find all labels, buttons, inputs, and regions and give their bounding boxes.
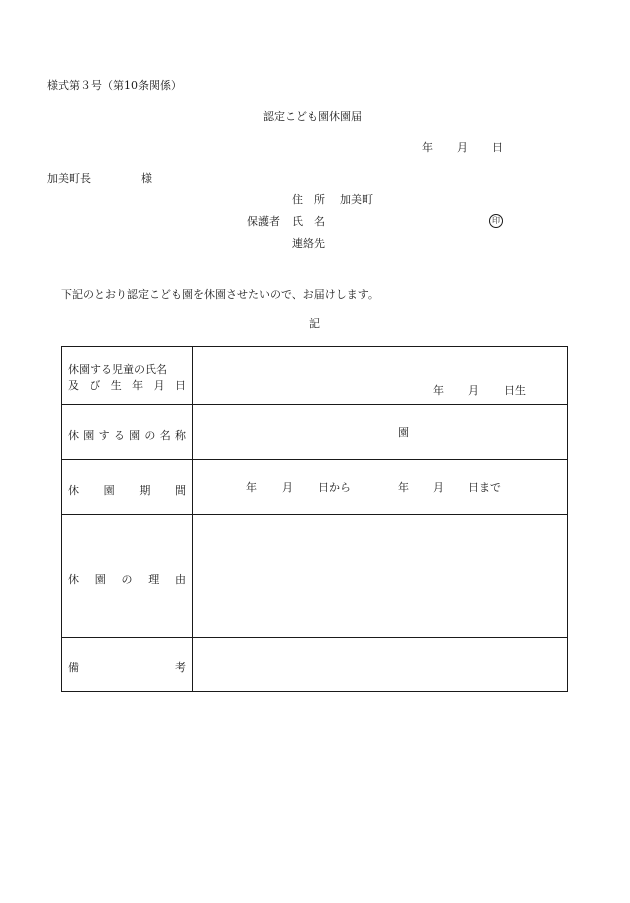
row-child-name-label-line1: 休園する児童の氏名 xyxy=(68,363,167,376)
date-day: 日 xyxy=(492,141,503,154)
row-closure-period xyxy=(62,459,567,515)
birth-month: 月 xyxy=(468,384,479,397)
from-month: 月 xyxy=(282,481,293,494)
label-char: 園 xyxy=(94,573,106,586)
from-year: 年 xyxy=(246,481,257,494)
facility-suffix: 園 xyxy=(398,426,409,439)
label-char: 園 xyxy=(129,429,141,442)
address-value: 加美町 xyxy=(340,193,373,206)
ki-label: 記 xyxy=(309,317,320,330)
label-char: る xyxy=(113,429,125,442)
contact-label: 連絡先 xyxy=(292,237,325,250)
label-char: 考 xyxy=(175,661,186,674)
row-remarks-label xyxy=(68,659,186,675)
to-day: 日まで xyxy=(468,481,501,494)
birth-year: 年 xyxy=(433,384,444,397)
label-char: 由 xyxy=(175,573,186,586)
label-char: 備 xyxy=(68,661,79,674)
date-year: 年 xyxy=(422,141,433,154)
label-char: 期 xyxy=(139,484,151,497)
label-char: 休 xyxy=(68,484,79,497)
row-closure-reason xyxy=(62,514,567,638)
label-char: 休 xyxy=(68,573,79,586)
birth-day: 日生 xyxy=(504,384,526,397)
label-char: す xyxy=(98,429,110,442)
document-title: 認定こども園休園届 xyxy=(263,110,362,123)
row-facility-name xyxy=(62,404,567,460)
label-char: 称 xyxy=(174,429,186,442)
label-char: 園 xyxy=(103,484,115,497)
label-char: 年 xyxy=(132,379,144,392)
address-label: 住 所 xyxy=(292,193,325,206)
form-number: 様式第３号（第10条関係） xyxy=(47,79,182,92)
label-char: び xyxy=(89,379,101,392)
row-remarks xyxy=(62,637,567,692)
label-char: 生 xyxy=(110,379,122,392)
date-month: 月 xyxy=(457,141,468,154)
label-char: 日 xyxy=(174,379,186,392)
row-child-name xyxy=(62,347,567,404)
label-char: の xyxy=(121,573,133,586)
name-label: 氏 名 xyxy=(292,215,325,228)
seal-mark: 印 xyxy=(489,214,503,228)
to-year: 年 xyxy=(398,481,409,494)
row-closure-period-label xyxy=(68,482,186,498)
addressee-name: 加美町長 xyxy=(47,172,91,185)
from-day: 日から xyxy=(318,481,351,494)
to-month: 月 xyxy=(433,481,444,494)
label-char: 間 xyxy=(174,484,186,497)
label-char: 理 xyxy=(148,573,160,586)
label-char: 月 xyxy=(153,379,165,392)
row-closure-reason-label xyxy=(68,571,186,587)
addressee-honorific: 様 xyxy=(141,172,152,185)
guardian-label: 保護者 xyxy=(247,215,280,228)
body-text: 下記のとおり認定こども園を休園させたいので、お届けします。 xyxy=(61,288,379,301)
application-table xyxy=(61,346,568,692)
label-char: の xyxy=(144,429,156,442)
label-char: 休 xyxy=(68,429,79,442)
row-child-name-label-line2 xyxy=(68,377,186,393)
label-char: 及 xyxy=(68,379,79,392)
row-facility-name-label xyxy=(68,427,186,443)
label-char: 園 xyxy=(83,429,95,442)
label-char: 名 xyxy=(159,429,171,442)
